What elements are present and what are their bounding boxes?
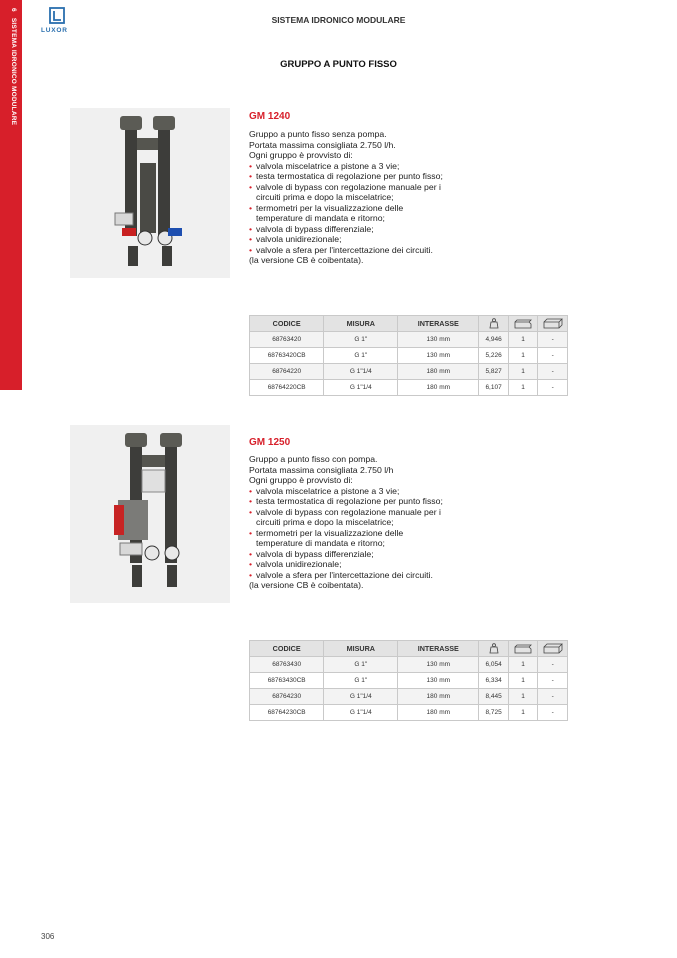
feature-item: • testa termostatica di regolazione per punto fisso; [249,496,444,507]
cell-misura: G 1"1/4 [324,689,398,705]
desc-line: Ogni gruppo è provvisto di: [249,150,353,160]
cell-interasse: 180 mm [398,364,479,380]
section-header: SISTEMA IDRONICO MODULARE [271,15,406,25]
col-header-box [538,316,568,332]
box-icon [543,643,563,654]
cell-imb: - [538,657,568,673]
product-title-gm1240: GM 1240 [249,111,291,122]
feature-item: • termometri per la visualizzazione delle temperature di mandata e ritorno; [249,203,444,224]
cell-imb: - [538,364,568,380]
weight-icon [489,318,499,329]
cell-misura: G 1"1/4 [324,380,398,396]
col-header-misura: MISURA [324,316,398,332]
cell-codice: 68763430CB [250,673,324,689]
cell-interasse: 130 mm [398,657,479,673]
cell-interasse: 180 mm [398,689,479,705]
table-header-row [250,641,568,657]
feature-item: • valvola di bypass differenziale; [249,224,444,235]
cell-imb: - [538,348,568,364]
feature-item: • valvola miscelatrice a pistone a 3 vie; [249,161,444,172]
col-header-weight [479,641,508,657]
desc-line: Portata massima consigliata 2.750 l/h. [249,139,396,150]
cell-misura: G 1" [324,657,398,673]
table-row [250,673,568,689]
feature-item: • valvola miscelatrice a pistone a 3 vie; [249,486,444,497]
col-header-weight [479,316,508,332]
cell-interasse: 130 mm [398,348,479,364]
page-title: GRUPPO A PUNTO FISSO [280,59,397,70]
feature-item: • valvole a sfera per l'intercettazione dei circuiti. [249,245,444,256]
cell-conf: 1 [508,348,538,364]
cell-misura: G 1"1/4 [324,364,398,380]
product-photo-gm1250 [70,425,230,603]
feature-item: • valvole di bypass con regolazione manuale per i circuiti prima e dopo la miscelatrice; [249,507,444,528]
desc-line: Ogni gruppo è provvisto di: [249,475,353,485]
cell-imb: - [538,689,568,705]
cell-codice: 68763420CB [250,348,324,364]
cell-imb: - [538,380,568,396]
feature-list [249,161,444,256]
desc-note: (la versione CB è coibentata). [249,255,364,265]
cell-peso: 5,226 [479,348,508,364]
box-icon [543,318,563,329]
cell-codice: 68763430 [250,657,324,673]
product-description-gm1240 [249,129,444,266]
feature-item: • valvola di bypass differenziale; [249,549,444,560]
desc-line: Portata massima consigliata 2.750 l/h [249,464,394,475]
cell-interasse: 130 mm [398,332,479,348]
desc-line: Gruppo a punto fisso senza pompa. [249,129,387,139]
page-number: 306 [41,932,55,941]
product-title-gm1250: GM 1250 [249,437,291,448]
cell-peso: 6,107 [479,380,508,396]
chapter-title: SISTEMA IDRONICO MODULARE [10,17,17,126]
col-header-codice: CODICE [250,641,324,657]
cell-codice: 68764220 [250,364,324,380]
feature-item: • valvole a sfera per l'intercettazione dei circuiti. [249,570,444,581]
table-header-row [250,316,568,332]
cell-imb: - [538,705,568,721]
feature-item: • testa termostatica di regolazione per punto fisso; [249,171,444,182]
table-row [250,705,568,721]
col-header-codice: CODICE [250,316,324,332]
cell-interasse: 130 mm [398,673,479,689]
table-row [250,380,568,396]
cell-imb: - [538,673,568,689]
cell-peso: 5,827 [479,364,508,380]
pack-icon [513,644,533,654]
spec-table-gm1240 [249,315,568,396]
brand-name: LUXOR [41,27,68,34]
feature-item: • valvola unidirezionale; [249,234,444,245]
cell-codice: 68764230 [250,689,324,705]
cell-peso: 6,334 [479,673,508,689]
col-header-interasse: INTERASSE [398,316,479,332]
feature-item: • valvola unidirezionale; [249,559,444,570]
spec-table-gm1250 [249,640,568,721]
feature-list [249,486,444,581]
cell-misura: G 1" [324,348,398,364]
table-row [250,657,568,673]
weight-icon [489,643,499,654]
cell-peso: 4,946 [479,332,508,348]
cell-peso: 8,725 [479,705,508,721]
product-photo-gm1240 [70,108,230,278]
cell-misura: G 1" [324,673,398,689]
table-row [250,332,568,348]
cell-misura: G 1" [324,332,398,348]
feature-item: • valvole di bypass con regolazione manuale per i circuiti prima e dopo la miscelatrice; [249,182,444,203]
cell-conf: 1 [508,705,538,721]
col-header-box [538,641,568,657]
col-header-pack [508,641,538,657]
table-row [250,689,568,705]
table-row [250,348,568,364]
cell-conf: 1 [508,364,538,380]
col-header-pack [508,316,538,332]
cell-codice: 68764220CB [250,380,324,396]
cell-codice: 68763420 [250,332,324,348]
cell-misura: G 1"1/4 [324,705,398,721]
cell-conf: 1 [508,689,538,705]
cell-codice: 68764230CB [250,705,324,721]
chapter-number: 6 [10,8,17,12]
cell-conf: 1 [508,657,538,673]
cell-conf: 1 [508,332,538,348]
pack-icon [513,319,533,329]
cell-conf: 1 [508,380,538,396]
cell-interasse: 180 mm [398,380,479,396]
feature-item: • termometri per la visualizzazione delle temperature di mandata e ritorno; [249,528,444,549]
cell-interasse: 180 mm [398,705,479,721]
desc-line: Gruppo a punto fisso con pompa. [249,454,378,464]
cell-peso: 8,445 [479,689,508,705]
desc-note: (la versione CB è coibentata). [249,580,364,590]
table-row [250,364,568,380]
cell-imb: - [538,332,568,348]
cell-conf: 1 [508,673,538,689]
cell-peso: 6,054 [479,657,508,673]
col-header-misura: MISURA [324,641,398,657]
product-description-gm1250 [249,454,444,591]
col-header-interasse: INTERASSE [398,641,479,657]
